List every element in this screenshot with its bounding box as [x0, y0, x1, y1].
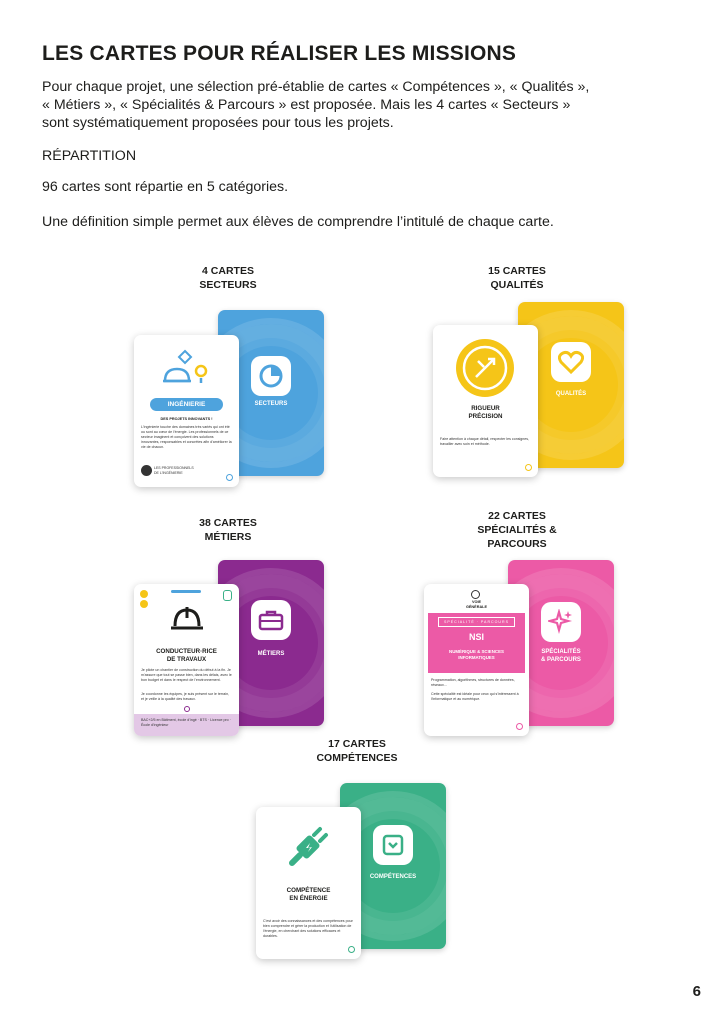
competences-front-body: C'est avoir des connaissances et des compétences pour bien comprendre et gérer la production et l'utilisation de l'énergie, en cherchant des solutions efficaces et durables. — [263, 919, 353, 938]
competences-back-label: COMPÉTENCES — [369, 874, 417, 880]
voie-icon — [471, 590, 480, 599]
qualites-group-title — [447, 264, 587, 292]
competences-name: COMPÉTENCES — [316, 752, 398, 764]
repartition-heading: RÉPARTITION — [42, 148, 137, 164]
metiers-front-title: CONDUCTEUR·RICE — [156, 648, 217, 655]
qualites-front-title: RIGUEUR — [471, 405, 500, 412]
checkbox-icon — [373, 825, 413, 865]
specialites-front-title-2: NUMÉRIQUE & SCIENCES — [449, 649, 504, 654]
category-bar — [171, 590, 201, 593]
specialites-front-title-3: INFORMATIQUES — [458, 655, 495, 660]
secteurs-card-front — [134, 335, 239, 487]
metiers-front-title-2: DE TRAVAUX — [166, 656, 207, 663]
metiers-card-front — [134, 584, 239, 736]
corner-mark-icon — [226, 474, 233, 481]
badge-icon — [140, 600, 148, 608]
corner-mark-icon — [184, 706, 190, 712]
specialites-name: SPÉCIALITÉS & — [477, 524, 557, 536]
metiers-name: MÉTIERS — [204, 531, 252, 543]
specialites-front-body-2: Cette spécialité est idéale pour ceux qui s'intéressent à l'informatique et au numérique. — [431, 692, 519, 701]
count-text: 96 cartes sont répartie en 5 catégories. — [42, 179, 289, 195]
metiers-front-body-2: Je coordonne les équipes, je suis présent sur le terrain, et je veille à la qualité des travaux. — [141, 692, 230, 701]
hard-hat-icon — [170, 604, 204, 634]
metiers-footer-text: BAC+2/5 en Bâtiment, école d'ingé · BTS · Licence pro · École d'ingénieur — [141, 718, 231, 727]
corner-mark-icon — [348, 946, 355, 953]
specialites-front-top-2: GÉNÉRALE — [465, 605, 488, 609]
page-number: 6 — [692, 983, 701, 1000]
intro-line-1: Pour chaque projet, une sélection pré-établie de cartes « Compétences », « Qualités », — [42, 79, 590, 95]
corner-mark-icon — [525, 464, 532, 471]
secteurs-back-label: SECTEURS — [254, 401, 288, 407]
qualites-name: QUALITÉS — [490, 279, 544, 291]
secteurs-group-title — [158, 264, 298, 292]
competences-front-title-2: EN ÉNERGIE — [289, 895, 328, 902]
secteurs-name: SECTEURS — [199, 279, 257, 291]
qualites-front-title-2: PRÉCISION — [468, 413, 503, 420]
secteurs-front-title: INGÉNIERIE — [150, 398, 223, 411]
metiers-footer-band — [134, 714, 239, 736]
specialites-name-2: PARCOURS — [487, 538, 547, 550]
definition-text: Une définition simple permet aux élèves de comprendre l’intitulé de chaque carte. — [42, 214, 554, 230]
secteurs-front-subtitle: DES PROJETS INNOVANTS ! — [160, 417, 213, 421]
target-arrow-icon — [454, 337, 516, 399]
specialites-banner — [428, 613, 525, 673]
metiers-front-body: Je pilote un chantier de construction du début à la fin. Je m'assure que tout se passe bien, dans les délais, avec le bon budget et dans le respect de l'environnement. — [141, 668, 232, 682]
specialites-card-front — [424, 584, 529, 736]
intro-line-3: sont systématiquement proposées pour tous les projets. — [42, 115, 394, 131]
qualites-count: 15 CARTES — [488, 265, 546, 277]
page-title: LES CARTES POUR RÉALISER LES MISSIONS — [42, 42, 517, 65]
specialites-count: 22 CARTES — [488, 510, 546, 522]
specialites-back-label-2: & PARCOURS — [541, 657, 581, 663]
metiers-group-title — [158, 516, 298, 544]
specialites-banner-label: SPÉCIALITÉ · PARCOURS — [438, 617, 515, 627]
specialites-front-top: VOIE — [471, 600, 482, 604]
sparkle-icon — [541, 602, 581, 642]
qualites-card-front — [433, 325, 538, 477]
qualites-front-body: Faire attention à chaque détail, respecter les consignes, travailler avec soin et méthode. — [440, 437, 530, 446]
pie-chart-icon — [251, 356, 291, 396]
specialites-back-label: SPÉCIALITÉS — [541, 649, 581, 655]
badge-icon — [140, 590, 148, 598]
engineering-icon — [161, 347, 213, 387]
specialites-front-body: Programmation, algorithmes, structures de données, réseaux... — [431, 678, 515, 687]
competences-group-title — [287, 737, 427, 765]
person-icon — [223, 590, 232, 601]
heart-icon — [551, 342, 591, 382]
secteurs-logo-text: LES PROFESSIONNELS DE L'INGÉNIERIE — [154, 466, 194, 475]
intro-line-2: « Métiers », « Spécialités & Parcours » est proposée. Mais les 4 cartes « Secteurs » — [42, 97, 571, 113]
competences-count: 17 CARTES — [328, 738, 386, 750]
intro-paragraph — [42, 78, 692, 132]
competences-front-title: COMPÉTENCE — [286, 887, 331, 894]
secteurs-front-body: L'ingénierie touche des domaines très variés qui ont été ou sont au cœur de l'énergie. Les professionnels de ce secteur imaginent et conçoivent des solutions innovantes, responsables et concrètes afin d'améliorer la vie de chacun. — [141, 425, 232, 449]
corner-mark-icon — [516, 723, 523, 730]
specialites-front-title: NSI — [468, 632, 484, 642]
briefcase-icon — [251, 600, 291, 640]
specialites-group-title — [447, 509, 587, 551]
competences-card-front — [256, 807, 361, 959]
energy-plug-icon — [284, 821, 334, 871]
logo-icon — [141, 465, 152, 476]
secteurs-count: 4 CARTES — [202, 265, 254, 277]
qualites-back-label: QUALITÉS — [555, 391, 587, 397]
metiers-count: 38 CARTES — [199, 517, 257, 529]
metiers-back-label: MÉTIERS — [257, 651, 285, 657]
